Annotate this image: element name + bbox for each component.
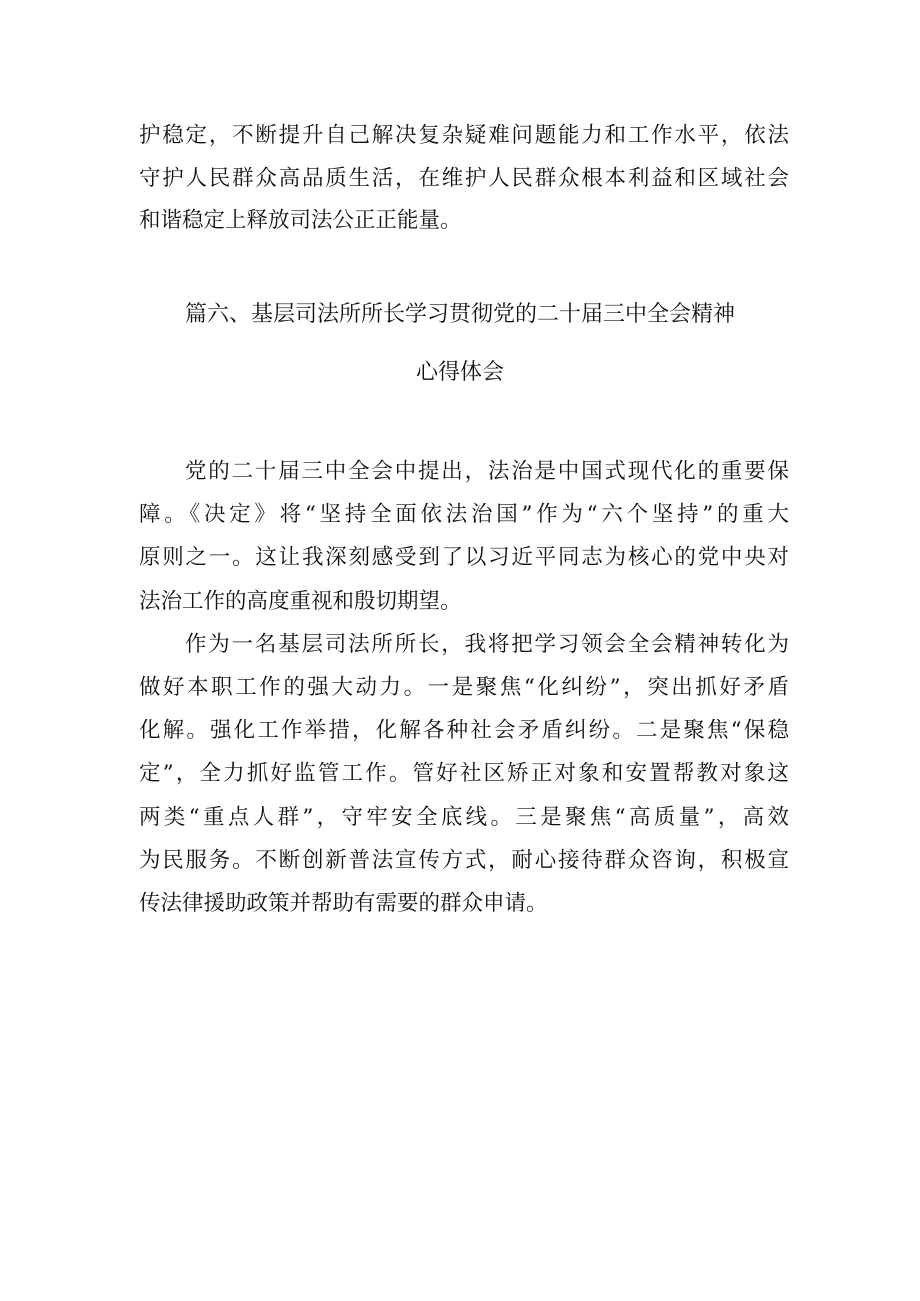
paragraph-line: 作为一名基层司法所所长，我将把学习领会全会精神转化为: [185, 632, 789, 657]
section-subtitle: 心得体会: [415, 360, 504, 385]
body-text-line: 守护人民群众高品质生活，在维护人民群众根本利益和区域社会: [139, 166, 789, 191]
paragraph-line: 传法律援助政策并帮助有需要的群众申请。: [139, 891, 548, 916]
paragraph-line: 两类“重点人群”，守牢安全底线。三是聚焦“高质量”，高效: [139, 805, 789, 830]
paragraph-line: 定”，全力抓好监管工作。管好社区矫正对象和安置帮教对象这: [139, 761, 789, 786]
paragraph-line: 做好本职工作的强大动力。一是聚焦“化纠纷”，突出抓好矛盾: [139, 675, 789, 700]
body-text-line: 和谐稳定上释放司法公正正能量。: [139, 208, 462, 233]
paragraph-line: 原则之一。这让我深刻感受到了以习近平同志为核心的党中央对: [139, 545, 789, 570]
paragraph-line: 化解。强化工作举措，化解各种社会矛盾纠纷。二是聚焦“保稳: [139, 718, 789, 743]
paragraph-line: 法治工作的高度重视和殷切期望。: [139, 589, 462, 614]
paragraph-line: 党的二十届三中全会中提出，法治是中国式现代化的重要保: [185, 459, 789, 484]
section-title: 篇六、基层司法所所长学习贯彻党的二十届三中全会精神: [184, 302, 735, 327]
paragraph-line: 障。《决定》将“坚持全面依法治国”作为“六个坚持”的重大: [139, 502, 789, 527]
body-text-line: 护稳定，不断提升自己解决复杂疑难问题能力和工作水平，依法: [139, 123, 789, 148]
paragraph-line: 为民服务。不断创新普法宣传方式，耐心接待群众咨询，积极宣: [139, 848, 789, 873]
